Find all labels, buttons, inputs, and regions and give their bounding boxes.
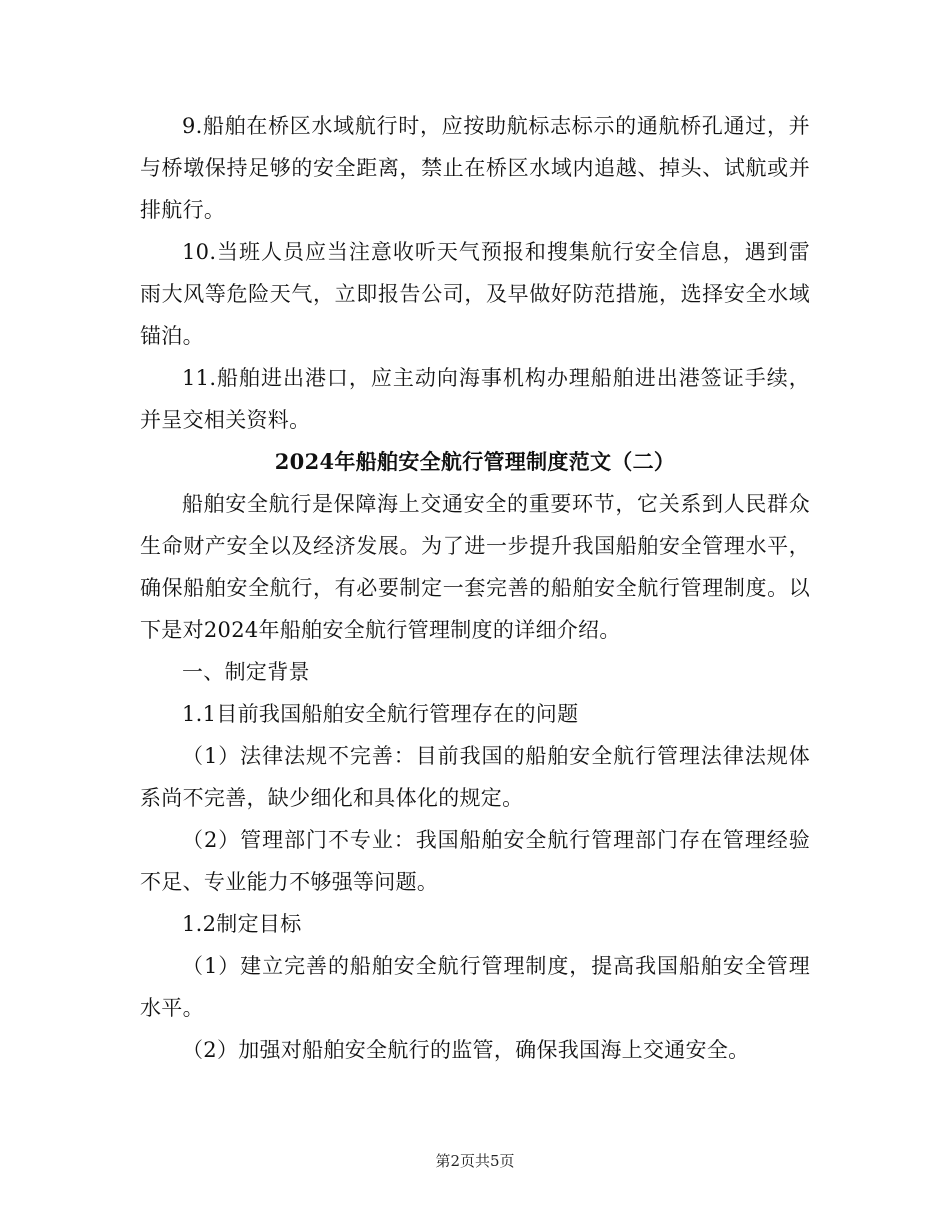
section-title: 2024年船舶安全航行管理制度范文（二） xyxy=(274,449,676,474)
problem-item-1: （1）法律法规不完善：目前我国的船舶安全航行管理法律法规体系尚不完善，缺少细化和具体化的规定。 xyxy=(140,744,810,810)
intro-paragraph: 船舶安全航行是保障海上交通安全的重要环节，它关系到人民群众生命财产安全以及经济发展。为了进一步提升我国船舶安全管理水平，确保船舶安全航行，有必要制定一套完善的船舶安全航行管理制度。以下是对2024年船舶安全航行管理制度的详细介绍。 xyxy=(140,492,810,642)
goal-item-2: （2）加强对船舶安全航行的监管，确保我国海上交通安全。 xyxy=(182,1038,750,1062)
paragraph-item-10: 10.当班人员应当注意收听天气预报和搜集航行安全信息，遇到雷雨大风等危险天气，立即报告公司，及早做好防范措施，选择安全水域锚泊。 xyxy=(140,240,810,348)
goal-item-1: （1）建立完善的船舶安全航行管理制度，提高我国船舶安全管理水平。 xyxy=(140,954,810,1020)
paragraph-item-11: 11.船舶进出港口，应主动向海事机构办理船舶进出港签证手续，并呈交相关资料。 xyxy=(140,366,810,432)
page-number-footer: 第2页共5页 xyxy=(435,1152,515,1170)
heading-1-2: 1.2制定目标 xyxy=(182,912,302,936)
heading-1-1: 1.1目前我国船舶安全航行管理存在的问题 xyxy=(182,702,579,726)
problem-item-2: （2）管理部门不专业：我国船舶安全航行管理部门存在管理经验不足、专业能力不够强等问题。 xyxy=(140,828,810,894)
page-content xyxy=(140,105,810,1071)
paragraph-item-9: 9.船舶在桥区水域航行时，应按助航标志标示的通航桥孔通过，并与桥墩保持足够的安全距离，禁止在桥区水域内追越、掉头、试航或并排航行。 xyxy=(140,114,810,222)
heading-background: 一、制定背景 xyxy=(182,660,310,684)
